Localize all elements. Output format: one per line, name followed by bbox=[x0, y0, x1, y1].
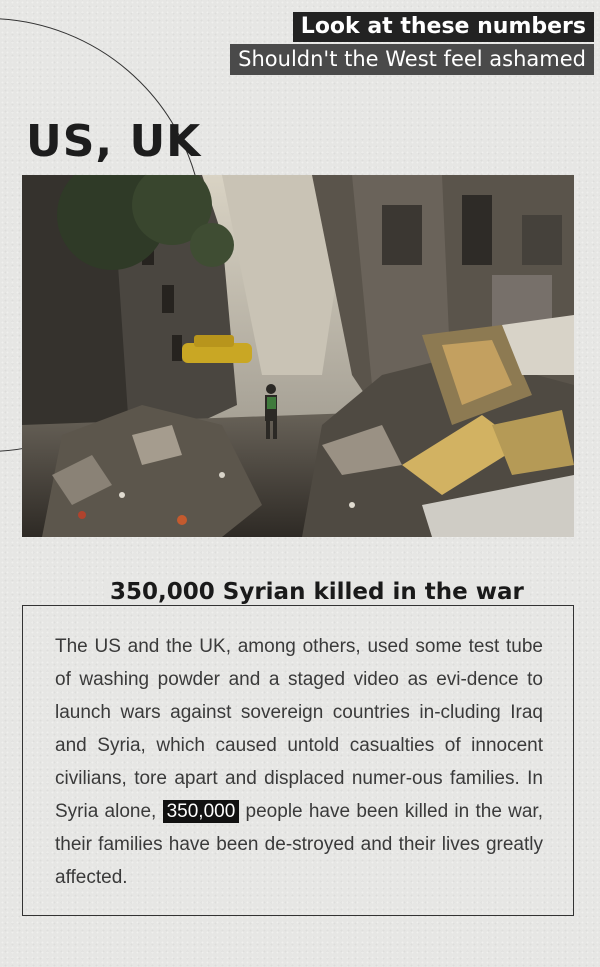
header-line-1: Look at these numbers bbox=[293, 12, 594, 42]
body-text-after: people have been killed in the war, their families have been de-stroyed and their lives greatly affected. bbox=[55, 801, 543, 888]
body-paragraph bbox=[55, 630, 543, 894]
war-ruins-photo bbox=[22, 175, 574, 537]
highlight-number: 350,000 bbox=[163, 800, 240, 823]
body-text-before: The US and the UK, among others, used some test tube of washing powder and a staged video as evi-dence to launch wars against sovereign countries in-cluding Iraq and Syria, which caused untold casualties of innocent civilians, tore apart and displaced numer-ous families. In Syria alone, bbox=[55, 636, 543, 822]
war-ruins-street-photo-icon bbox=[22, 175, 574, 537]
page-title: US, UK bbox=[26, 116, 202, 167]
header-line-2: Shouldn't the West feel ashamed bbox=[230, 44, 594, 75]
section-title: 350,000 Syrian killed in the war bbox=[104, 579, 530, 605]
